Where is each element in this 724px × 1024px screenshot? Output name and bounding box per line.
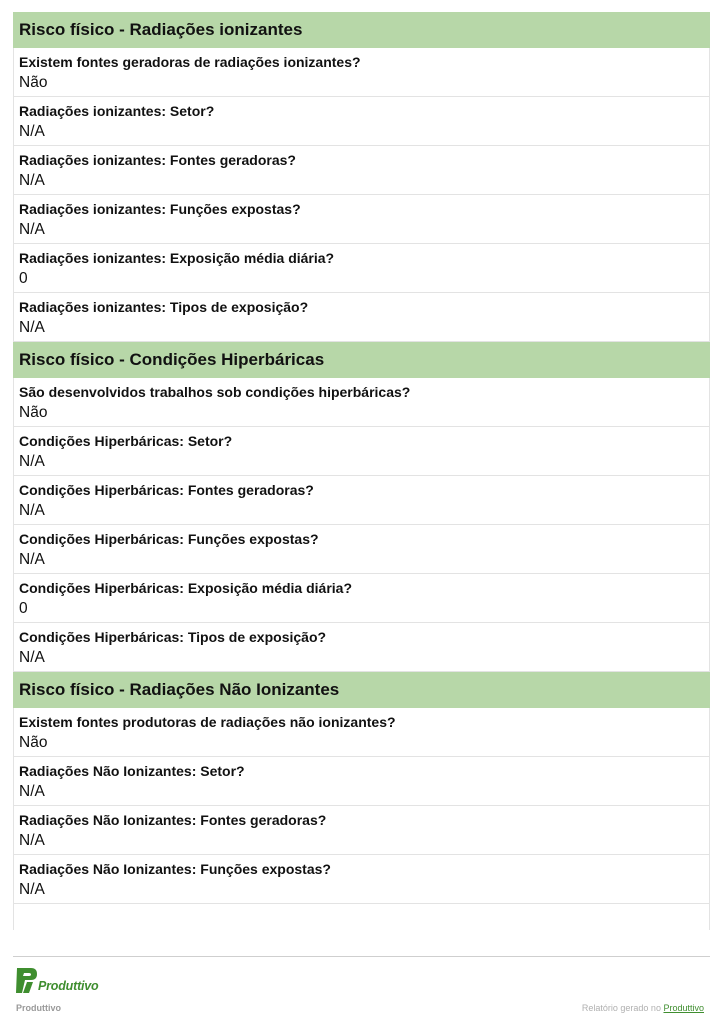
question-label: Existem fontes produtoras de radiações não ionizantes? bbox=[19, 714, 396, 730]
question-label: Condições Hiperbáricas: Setor? bbox=[19, 433, 233, 449]
question-row bbox=[13, 244, 710, 293]
answer-value: N/A bbox=[19, 551, 45, 568]
question-row bbox=[13, 574, 710, 623]
question-label: Existem fontes geradoras de radiações ionizantes? bbox=[19, 54, 361, 70]
question-row bbox=[13, 293, 710, 342]
answer-value: N/A bbox=[19, 832, 45, 849]
section-header bbox=[13, 12, 710, 48]
answer-value: 0 bbox=[19, 600, 28, 617]
question-row bbox=[13, 757, 710, 806]
question-row bbox=[13, 855, 710, 904]
section-end-spacer bbox=[13, 904, 710, 930]
question-row bbox=[13, 146, 710, 195]
question-row bbox=[13, 806, 710, 855]
question-label: Radiações Não Ionizantes: Funções expostas? bbox=[19, 861, 331, 877]
question-label: Radiações ionizantes: Tipos de exposição? bbox=[19, 299, 309, 315]
footer-company: Produttivo bbox=[16, 1003, 61, 1013]
question-label: Radiações Não Ionizantes: Setor? bbox=[19, 763, 245, 779]
answer-value: Não bbox=[19, 734, 48, 751]
question-label: Radiações ionizantes: Setor? bbox=[19, 103, 215, 119]
question-row bbox=[13, 476, 710, 525]
answer-value: N/A bbox=[19, 502, 45, 519]
question-label: Radiações Não Ionizantes: Fontes geradoras? bbox=[19, 812, 327, 828]
section-header bbox=[13, 672, 710, 708]
section-title: Risco físico - Condições Hiperbáricas bbox=[19, 350, 325, 369]
question-row bbox=[13, 525, 710, 574]
question-label: Condições Hiperbáricas: Exposição média diária? bbox=[19, 580, 352, 596]
answer-value: N/A bbox=[19, 783, 45, 800]
question-row bbox=[13, 378, 710, 427]
question-label: Condições Hiperbáricas: Fontes geradoras? bbox=[19, 482, 314, 498]
answer-value: N/A bbox=[19, 649, 45, 666]
question-row bbox=[13, 427, 710, 476]
question-label: São desenvolvidos trabalhos sob condições hiperbáricas? bbox=[19, 384, 411, 400]
answer-value: Não bbox=[19, 74, 48, 91]
question-row bbox=[13, 623, 710, 672]
section-header bbox=[13, 342, 710, 378]
question-row bbox=[13, 708, 710, 757]
section-title: Risco físico - Radiações ionizantes bbox=[19, 20, 303, 39]
question-label: Condições Hiperbáricas: Funções expostas? bbox=[19, 531, 319, 547]
footer-generated bbox=[582, 1003, 704, 1013]
question-label: Radiações ionizantes: Fontes geradoras? bbox=[19, 152, 296, 168]
answer-value: N/A bbox=[19, 319, 45, 336]
question-row bbox=[13, 97, 710, 146]
footer-divider bbox=[13, 956, 710, 957]
question-label: Condições Hiperbáricas: Tipos de exposição? bbox=[19, 629, 327, 645]
answer-value: N/A bbox=[19, 453, 45, 470]
question-label: Radiações ionizantes: Exposição média diária? bbox=[19, 250, 335, 266]
produttivo-link[interactable]: Produttivo bbox=[663, 1003, 704, 1013]
report bbox=[13, 12, 710, 930]
answer-value: N/A bbox=[19, 881, 45, 898]
answer-value: 0 bbox=[19, 270, 28, 287]
question-label: Radiações ionizantes: Funções expostas? bbox=[19, 201, 301, 217]
generated-prefix: Relatório gerado no bbox=[581, 1003, 661, 1013]
answer-value: N/A bbox=[19, 172, 45, 189]
logo-text: Produttivo bbox=[38, 979, 99, 993]
answer-value: N/A bbox=[19, 123, 45, 140]
question-row bbox=[13, 195, 710, 244]
answer-value: Não bbox=[19, 404, 48, 421]
question-row bbox=[13, 48, 710, 97]
section-title: Risco físico - Radiações Não Ionizantes bbox=[19, 680, 340, 699]
answer-value: N/A bbox=[19, 221, 45, 238]
